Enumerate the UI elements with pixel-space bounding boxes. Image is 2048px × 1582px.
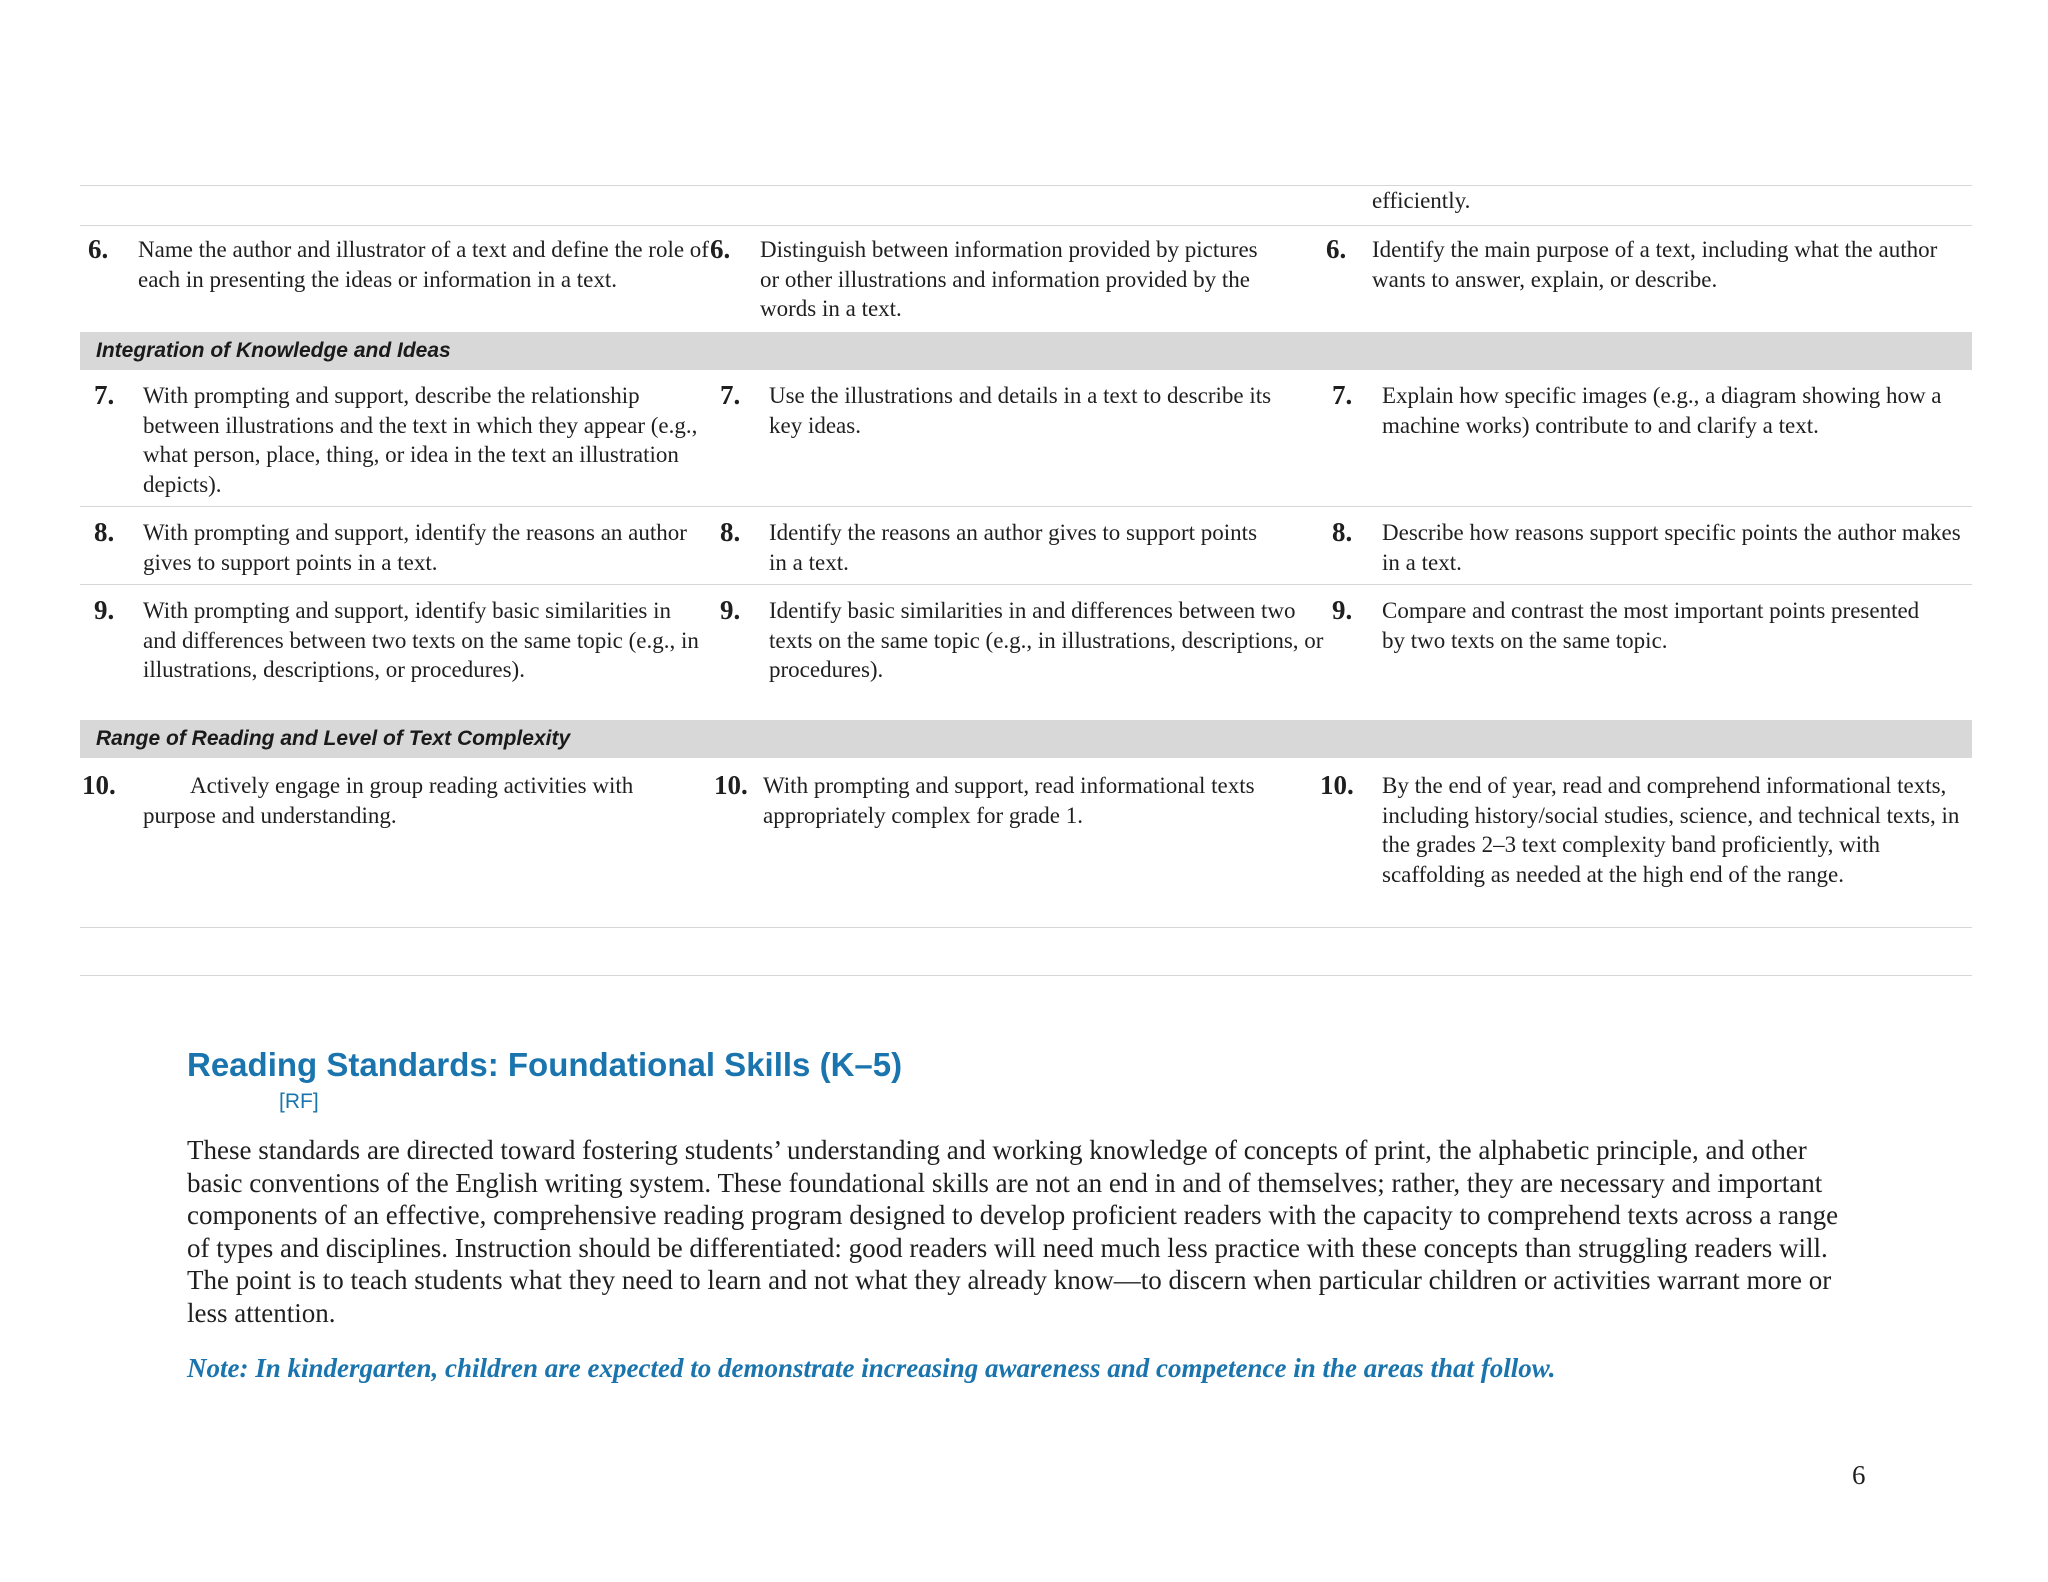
- standard-number: 9.: [720, 595, 741, 625]
- intro-paragraph: These standards are directed toward fostering students’ understanding and working knowledge of concepts of print, the alphabetic principle, and other basic conventions of the English writing system. These foundational skills are not an end in and of themselves; rather, they are necessary and important components of an effective, comprehensive reading program designed to develop proficient readers with the capacity to comprehend texts across a range of types and disciplines. Instruction should be differentiated: good readers will need much less practice with these concepts than struggling readers will. The point is to teach students what they need to learn and not what they already know—to discern when particular children or activities warrant more or less attention.: [187, 1135, 1839, 1328]
- standard-number: 7.: [1332, 380, 1353, 410]
- section-header-integration: Integration of Knowledge and Ideas: [80, 332, 1972, 370]
- table-border-bottom: [80, 975, 1972, 976]
- standard-text-2-6: Identify the main purpose of a text, including what the author wants to answer, explain, or describe.: [1372, 237, 1938, 292]
- standard-number: 9.: [1332, 595, 1353, 625]
- kindergarten-note: Note: In kindergarten, children are expected to demonstrate increasing awareness and competence in the areas that follow.: [187, 1353, 1556, 1383]
- standard-text-k-8: With prompting and support, identify the reasons an author gives to support points in a text.: [143, 520, 687, 575]
- standard-number: 10.: [82, 770, 116, 800]
- row-divider: [80, 506, 1972, 507]
- section-code: [RF]: [279, 1090, 319, 1113]
- standard-number: 8.: [94, 517, 115, 547]
- standard-text-1-9: Identify basic similarities in and differences between two texts on the same topic (e.g., in illustrations, descriptions, or procedures).: [769, 598, 1324, 682]
- standard-text-2-7: Explain how specific images (e.g., a diagram showing how a machine works) contribute to and clarify a text.: [1382, 383, 1942, 438]
- page-number: 6: [1852, 1460, 1866, 1490]
- standard-text-1-6: Distinguish between information provided by pictures or other illustrations and information provided by the words in a text.: [760, 237, 1258, 321]
- standard-text-k-9: With prompting and support, identify basic similarities in and differences between two texts on the same topic (e.g., in illustrations, descriptions, or procedures).: [143, 598, 699, 682]
- standard-text-k-10: Actively engage in group reading activities with purpose and understanding.: [143, 773, 634, 828]
- standard-number: 6.: [710, 234, 731, 264]
- standard-text-2-10: By the end of year, read and comprehend informational texts, including history/social studies, science, and technical texts, in the grades 2–3 text complexity band proficiently, with scaffolding as needed at the high end of the range.: [1382, 773, 1960, 887]
- standard-number: 10.: [1320, 770, 1354, 800]
- standard-number: 7.: [720, 380, 741, 410]
- standard-number: 8.: [720, 517, 741, 547]
- section-header-range: Range of Reading and Level of Text Complexity: [80, 720, 1972, 758]
- standard-number: 8.: [1332, 517, 1353, 547]
- table-border-top: [80, 185, 1972, 186]
- row-divider: [80, 584, 1972, 585]
- continuation-text: efficiently.: [1372, 188, 1471, 213]
- standard-text-1-8: Identify the reasons an author gives to support points in a text.: [769, 520, 1258, 575]
- standard-number: 7.: [94, 380, 115, 410]
- standard-number: 10.: [714, 770, 748, 800]
- row-divider: [80, 927, 1972, 928]
- standard-text-k-7: With prompting and support, describe the relationship between illustrations and the text in which they appear (e.g., what person, place, thing, or idea in the text an illustration depicts).: [143, 383, 698, 497]
- standard-text-2-8: Describe how reasons support specific points the author makes in a text.: [1382, 520, 1961, 575]
- section-title: Reading Standards: Foundational Skills (K–5): [187, 1046, 903, 1083]
- standard-number: 9.: [94, 595, 115, 625]
- standard-text-2-9: Compare and contrast the most important points presented by two texts on the same topic.: [1382, 598, 1920, 653]
- standard-text-1-7: Use the illustrations and details in a text to describe its key ideas.: [769, 383, 1272, 438]
- standard-number: 6.: [1326, 234, 1347, 264]
- standard-number: 6.: [88, 234, 109, 264]
- standard-text-k-6: Name the author and illustrator of a text and define the role of each in presenting the ideas or information in a text.: [138, 237, 709, 292]
- row-divider: [80, 225, 1972, 226]
- standard-text-1-10: With prompting and support, read informational texts appropriately complex for grade 1.: [763, 773, 1255, 828]
